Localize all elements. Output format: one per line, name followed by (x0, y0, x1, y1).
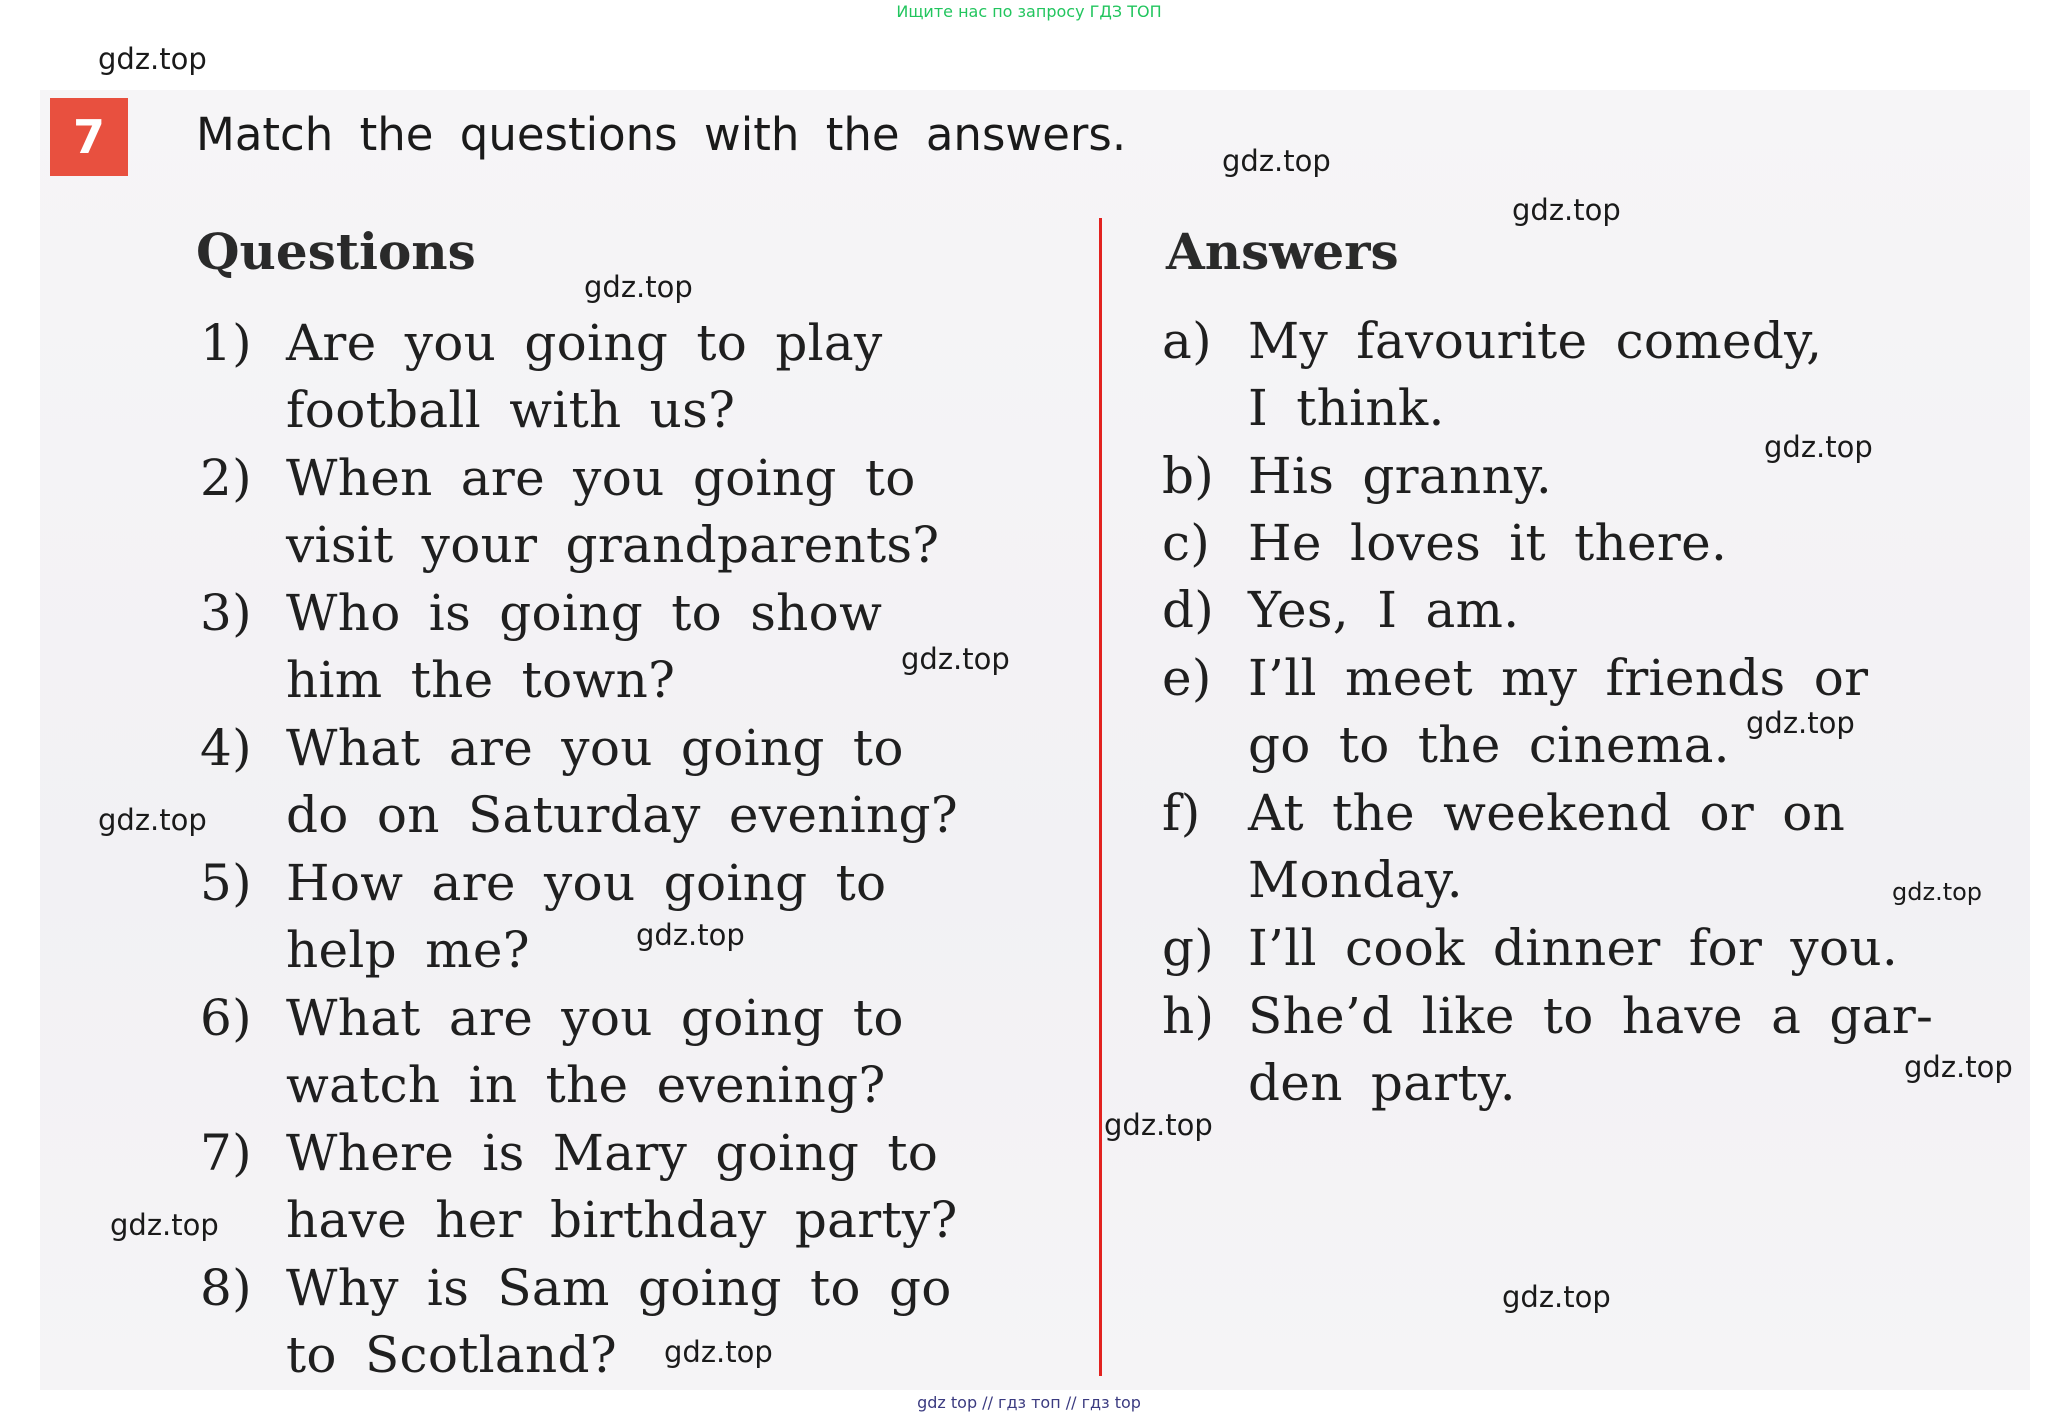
watermark: gdz.top (1512, 193, 1621, 227)
question-label: 3) (200, 584, 252, 642)
watermark: gdz.top (110, 1208, 219, 1242)
question-label: 5) (200, 854, 252, 912)
answer-label: e) (1162, 649, 1212, 707)
question-text: Are you going to play football with us? (286, 314, 883, 439)
top-banner: Ищите нас по запросу ГДЗ ТОП (896, 2, 1162, 21)
watermark: gdz.top (98, 803, 207, 837)
watermark: gdz.top (98, 42, 207, 76)
answers-heading: Answers (1166, 222, 1399, 281)
watermark: gdz.top (664, 1335, 773, 1369)
question-label: 6) (200, 989, 252, 1047)
answer-label: g) (1162, 919, 1215, 977)
answer-text: My favourite comedy, I think. (1248, 312, 1823, 437)
answer-label: c) (1162, 514, 1211, 572)
question-label: 8) (200, 1259, 252, 1317)
answer-text: Yes, I am. (1248, 581, 1520, 639)
question-text: Who is going to show him the town? (286, 584, 883, 709)
footer-links: gdz top // гдз топ // гдз top (917, 1393, 1141, 1412)
answer-text: His granny. (1248, 447, 1553, 505)
watermark: gdz.top (1904, 1050, 2013, 1084)
answer-text: I’ll meet my friends or go to the cinema. (1248, 649, 1869, 774)
answer-label: d) (1162, 581, 1215, 639)
watermark: gdz.top (1746, 706, 1855, 740)
watermark: gdz.top (1222, 144, 1331, 178)
watermark: gdz.top (1892, 878, 1983, 906)
watermark: gdz.top (636, 918, 745, 952)
answer-label: b) (1162, 447, 1215, 505)
question-text: How are you going to help me? (286, 854, 887, 979)
question-label: 4) (200, 719, 252, 777)
question-label: 7) (200, 1124, 252, 1182)
question-text: What are you going to watch in the evening? (286, 989, 904, 1114)
answer-label: f) (1162, 784, 1201, 842)
watermark: gdz.top (901, 642, 1010, 676)
answer-text: At the weekend or on Monday. (1248, 784, 1846, 909)
watermark: gdz.top (1104, 1108, 1213, 1142)
exercise-number-badge: 7 (50, 98, 128, 176)
answer-text: He loves it there. (1248, 514, 1728, 572)
answer-label: a) (1162, 312, 1212, 370)
exercise-instruction: Match the questions with the answers. (196, 108, 1127, 161)
questions-heading: Questions (196, 222, 476, 281)
watermark: gdz.top (1502, 1280, 1611, 1314)
watermark: gdz.top (1764, 430, 1873, 464)
answer-text: I’ll cook dinner for you. (1248, 919, 1899, 977)
question-text: When are you going to visit your grandparents? (286, 449, 940, 574)
answer-label: h) (1162, 987, 1215, 1045)
question-text: What are you going to do on Saturday evening? (286, 719, 958, 844)
question-text: Why is Sam going to go to Scotland? (286, 1259, 952, 1384)
answer-text: She’d like to have a gar- den party. (1248, 987, 1934, 1112)
question-label: 2) (200, 449, 252, 507)
question-text: Where is Mary going to have her birthday party? (286, 1124, 958, 1249)
question-label: 1) (200, 314, 252, 372)
column-divider (1099, 218, 1102, 1376)
watermark: gdz.top (584, 270, 693, 304)
